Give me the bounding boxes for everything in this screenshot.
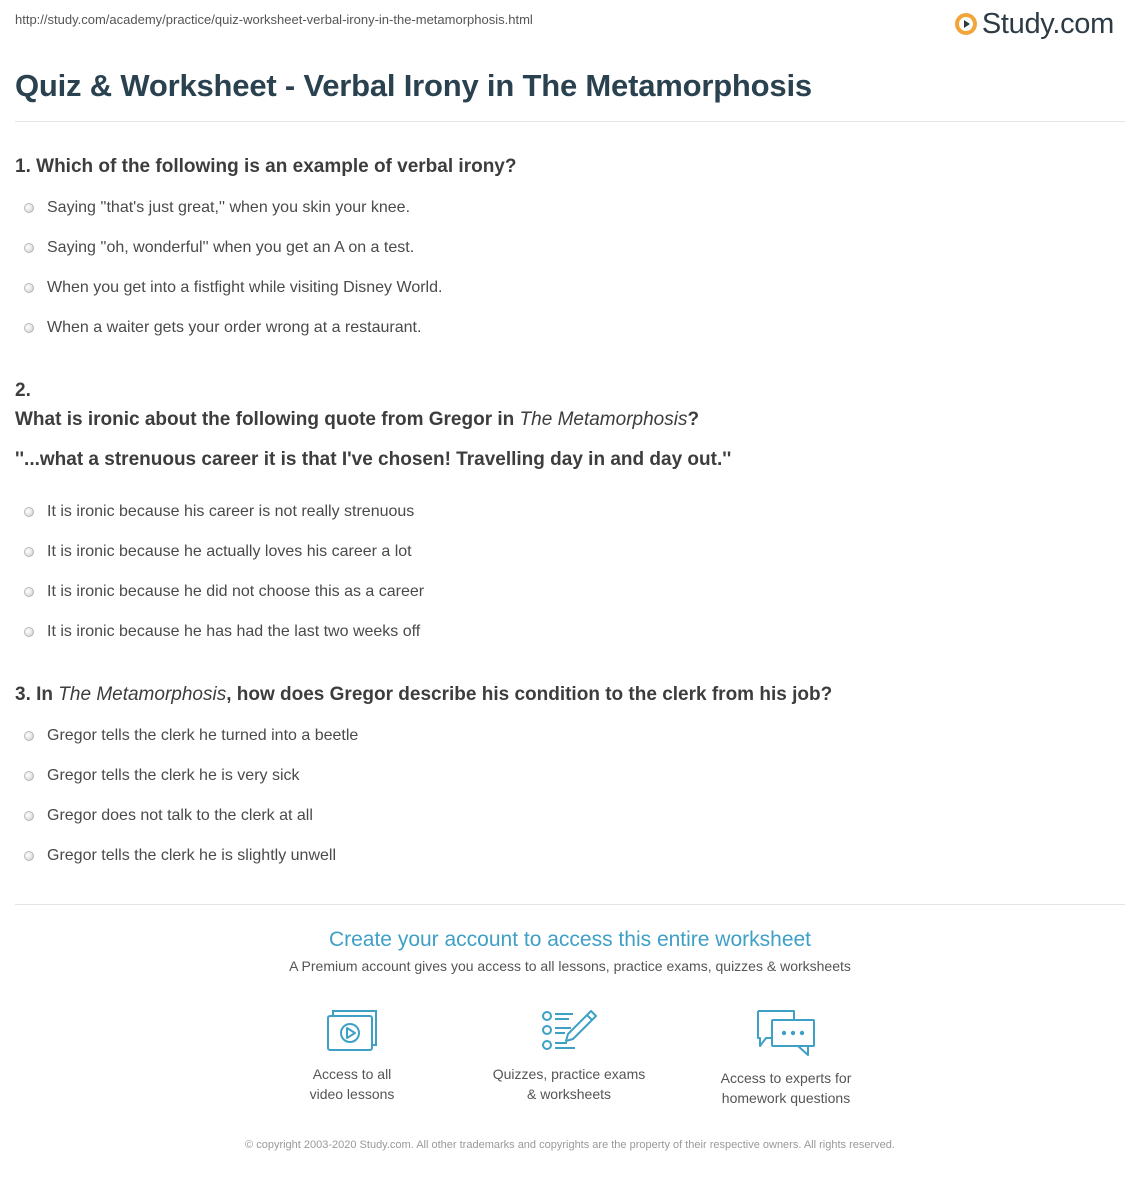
cta-title-link[interactable]: Create your account to access this entire worksheet — [328, 928, 812, 951]
question-1-option-1[interactable] — [24, 199, 410, 217]
question-2-option-4[interactable] — [24, 623, 420, 641]
feature-label-line2: & worksheets — [526, 1086, 612, 1102]
chat-bubbles-icon — [754, 1008, 818, 1058]
option-label: Gregor tells the clerk he is very sick — [47, 767, 300, 784]
radio-button[interactable] — [24, 243, 34, 253]
page-url[interactable]: http://study.com/academy/practice/quiz-worksheet-verbal-irony-in-the-metamorphosis.html — [15, 12, 533, 27]
feature-label-line1: Access to all — [312, 1066, 392, 1082]
study-logo[interactable] — [954, 6, 1114, 42]
question-1-number: 1. — [15, 156, 31, 177]
question-2-quote: ''...what a strenuous career it is that I've chosen! Travelling day in and day out.'' — [15, 449, 732, 470]
cta-subtitle: A Premium account gives you access to all lessons, practice exams, quizzes & worksheets — [289, 958, 851, 974]
question-3-option-3[interactable] — [24, 807, 313, 825]
radio-button[interactable] — [24, 771, 34, 781]
question-2-text: What is ironic about the following quote from Gregor in — [15, 409, 520, 430]
feature-quizzes — [469, 1008, 669, 1104]
question-3-option-2[interactable] — [24, 767, 300, 785]
question-1-option-2[interactable] — [24, 239, 414, 257]
question-1-title — [15, 156, 516, 178]
question-3-number: 3. In — [15, 684, 59, 705]
feature-label-line2: video lessons — [309, 1086, 395, 1102]
option-label: When you get into a fistfight while visiting Disney World. — [47, 279, 443, 296]
feature-label-line2: homework questions — [721, 1090, 851, 1106]
option-label: It is ironic because he actually loves his career a lot — [47, 543, 412, 560]
question-2-text-end: ? — [687, 409, 700, 430]
radio-button[interactable] — [24, 731, 34, 741]
option-label: Gregor tells the clerk he turned into a beetle — [47, 727, 359, 744]
question-2-option-2[interactable] — [24, 543, 412, 561]
feature-experts — [686, 1008, 886, 1108]
question-2-book-title: The Metamorphosis — [519, 409, 688, 430]
option-label: When a waiter gets your order wrong at a restaurant. — [47, 319, 422, 336]
question-3-option-1[interactable] — [24, 727, 358, 745]
option-label: Saying ''that's just great,'' when you skin your knee. — [47, 199, 411, 216]
radio-button[interactable] — [24, 203, 34, 213]
question-1-option-4[interactable] — [24, 319, 421, 337]
option-label: Saying ''oh, wonderful'' when you get an A on a test. — [47, 239, 415, 256]
question-1-option-3[interactable] — [24, 279, 442, 297]
question-2-option-1[interactable] — [24, 503, 414, 521]
option-label: It is ironic because he did not choose this as a career — [47, 583, 425, 600]
video-lesson-icon — [326, 1008, 378, 1054]
radio-button[interactable] — [24, 507, 34, 517]
cta-divider — [15, 904, 1125, 905]
question-2-title — [15, 409, 699, 431]
question-2-number: 2. — [15, 380, 31, 401]
top-bar — [0, 0, 1140, 48]
radio-button[interactable] — [24, 587, 34, 597]
option-label: It is ironic because he has had the last two weeks off — [47, 623, 421, 640]
question-3-title — [15, 684, 832, 706]
question-1-text: Which of the following is an example of verbal irony? — [36, 156, 517, 177]
page-title: Quiz & Worksheet - Verbal Irony in The Metamorphosis — [15, 68, 812, 103]
question-2-option-3[interactable] — [24, 583, 424, 601]
option-label: Gregor tells the clerk he is slightly unwell — [47, 847, 337, 864]
radio-button[interactable] — [24, 283, 34, 293]
radio-button[interactable] — [24, 627, 34, 637]
feature-video-lessons — [252, 1008, 452, 1104]
question-3-option-4[interactable] — [24, 847, 336, 865]
question-3-book-title: The Metamorphosis — [58, 684, 227, 705]
option-label: It is ironic because his career is not really strenuous — [47, 503, 415, 520]
option-label: Gregor does not talk to the clerk at all — [47, 807, 313, 824]
feature-label-line1: Quizzes, practice exams — [492, 1066, 646, 1082]
radio-button[interactable] — [24, 811, 34, 821]
footer-copyright: © copyright 2003-2020 Study.com. All other trademarks and copyrights are the property of their respective owners. All rights reserved. — [245, 1139, 895, 1151]
question-3-text: , how does Gregor describe his condition to the clerk from his job? — [226, 684, 833, 705]
play-circle-icon — [954, 12, 978, 36]
feature-label-line1: Access to experts for — [720, 1070, 852, 1086]
radio-button[interactable] — [24, 547, 34, 557]
checklist-icon — [541, 1008, 597, 1054]
radio-button[interactable] — [24, 851, 34, 861]
logo-text: Study.com — [981, 7, 1114, 40]
radio-button[interactable] — [24, 323, 34, 333]
title-divider — [15, 121, 1125, 122]
